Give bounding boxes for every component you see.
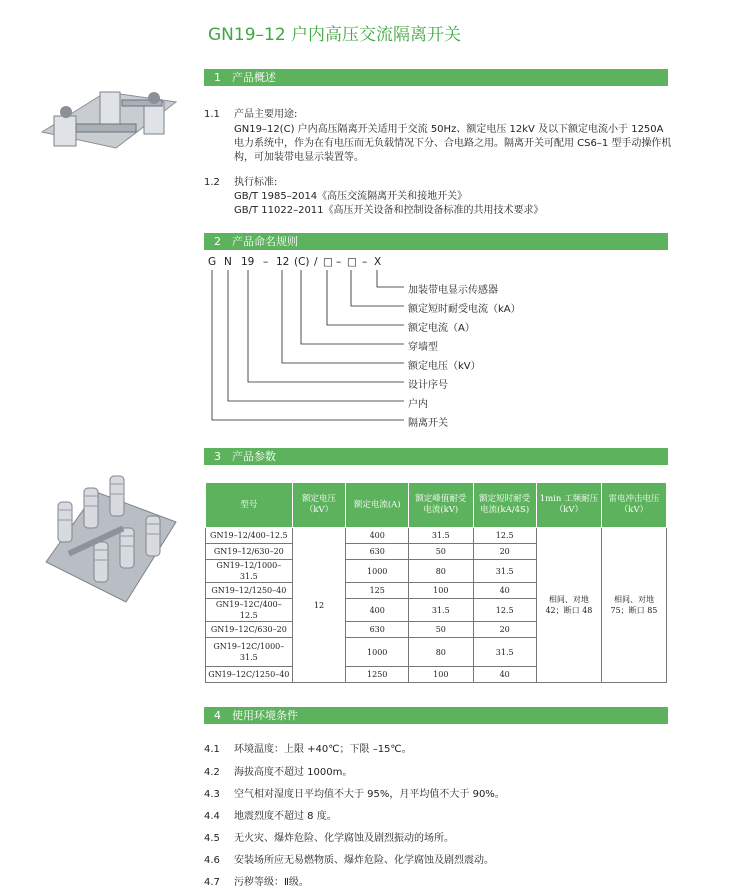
naming-label: 户内 [408, 399, 428, 410]
table-row: GN19–12/1250–40 125 100 40 [206, 583, 667, 599]
naming-label: 穿墙型 [408, 342, 438, 353]
section-header-4: 4 使用环境条件 [204, 707, 668, 724]
naming-label: 额定电流（A） [408, 323, 475, 334]
params-table [205, 482, 667, 683]
env-item: 4.1 环境温度：上限 +40℃；下限 –15℃。 [204, 744, 412, 755]
env-item: 4.4 地震烈度不超过 8 度。 [204, 811, 337, 822]
col-rated-voltage: 额定电压（kV） [292, 483, 346, 528]
code-char: – [362, 256, 368, 268]
code-char: 19 [241, 256, 255, 268]
table-row: GN19–12/630–20 630 50 20 [206, 544, 667, 560]
naming-label: 额定短时耐受电流（kA） [408, 304, 521, 315]
env-item: 4.2 海拔高度不超过 1000m。 [204, 767, 353, 778]
page-title: GN19–12 户内高压交流隔离开关 [208, 25, 462, 45]
table-row: GN19–12C/1000–31.5 1000 80 31.5 [206, 638, 667, 667]
overview-item-1-text: GN19–12(C) 户内高压隔离开关适用于交流 50Hz、额定电压 12kV 及以下额定电流小于 1250A 电力系统中，作为在有电压而无负载情况下分、合电路之用。隔离开关可配用 CS6–1 型手动操作机构，可加装带电显示装置等。 [234, 124, 672, 163]
table-row: GN19–12/400–12.5 12 400 31.5 12.5 相间、对地 42；断口 48 相间、对地 75；断口 85 [206, 528, 667, 544]
code-char: – [263, 256, 269, 268]
naming-label: 额定电压（kV） [408, 361, 481, 372]
code-char: 12 [276, 256, 290, 268]
product-photo-switch-3d [36, 472, 186, 620]
section-header-3: 3 产品参数 [204, 448, 668, 465]
naming-label: 隔离开关 [408, 418, 448, 429]
code-char: – [336, 256, 342, 268]
naming-connector-lines [208, 256, 408, 426]
col-model: 型号 [206, 483, 293, 528]
code-char: □ [323, 256, 333, 268]
table-row: GN19–12/1000–31.5 1000 80 31.5 [206, 560, 667, 583]
standard-1: GB/T 1985–2014《高压交流隔离开关和接地开关》 [234, 191, 468, 202]
code-char: / [314, 256, 318, 268]
rated-voltage-cell: 12 [292, 528, 346, 683]
code-char: (C) [294, 256, 310, 268]
table-row: GN19–12C/400–12.5 400 31.5 12.5 [206, 599, 667, 622]
standard-2: GB/T 11022–2011《高压开关设备和控制设备标准的共用技术要求》 [234, 205, 544, 216]
env-item: 4.6 安装场所应无易燃物质、爆炸危险、化学腐蚀及剧烈震动。 [204, 855, 494, 866]
overview-item-2-heading: 1.2 执行标准: [204, 177, 278, 188]
naming-label: 加装带电显示传感器 [408, 285, 498, 296]
section-header-2: 2 产品命名规则 [204, 233, 668, 250]
col-peak: 额定峰值耐受电流(kV) [409, 483, 473, 528]
env-item: 4.7 污秽等级：Ⅱ级。 [204, 877, 309, 888]
col-lightning: 雷电冲击电压（kV） [601, 483, 666, 528]
col-power-freq: 1min 工频耐压（kV） [536, 483, 601, 528]
product-photo-switch-top [36, 72, 186, 162]
overview-item-1-heading: 1.1 产品主要用途: [204, 109, 298, 120]
naming-label: 设计序号 [408, 380, 448, 391]
env-item: 4.3 空气相对湿度日平均值不大于 95%，月平均值不大于 90%。 [204, 789, 505, 800]
code-char: □ [347, 256, 357, 268]
naming-rule-diagram [208, 256, 521, 429]
table-row: GN19–12C/1250–40 1250 100 40 [206, 667, 667, 683]
col-short-time: 额定短时耐受电流(kA/4S) [473, 483, 536, 528]
code-char: X [374, 256, 382, 268]
code-char: N [224, 256, 232, 268]
col-rated-current: 额定电流(A) [346, 483, 409, 528]
lightning-cell: 相间、对地 75；断口 85 [601, 528, 666, 683]
code-char: G [208, 256, 217, 268]
section-header-1: 1 产品概述 [204, 69, 668, 86]
table-row: GN19–12C/630–20 630 50 20 [206, 622, 667, 638]
power-freq-cell: 相间、对地 42；断口 48 [536, 528, 601, 683]
env-item: 4.5 无火灾、爆炸危险、化学腐蚀及剧烈振动的场所。 [204, 833, 454, 844]
